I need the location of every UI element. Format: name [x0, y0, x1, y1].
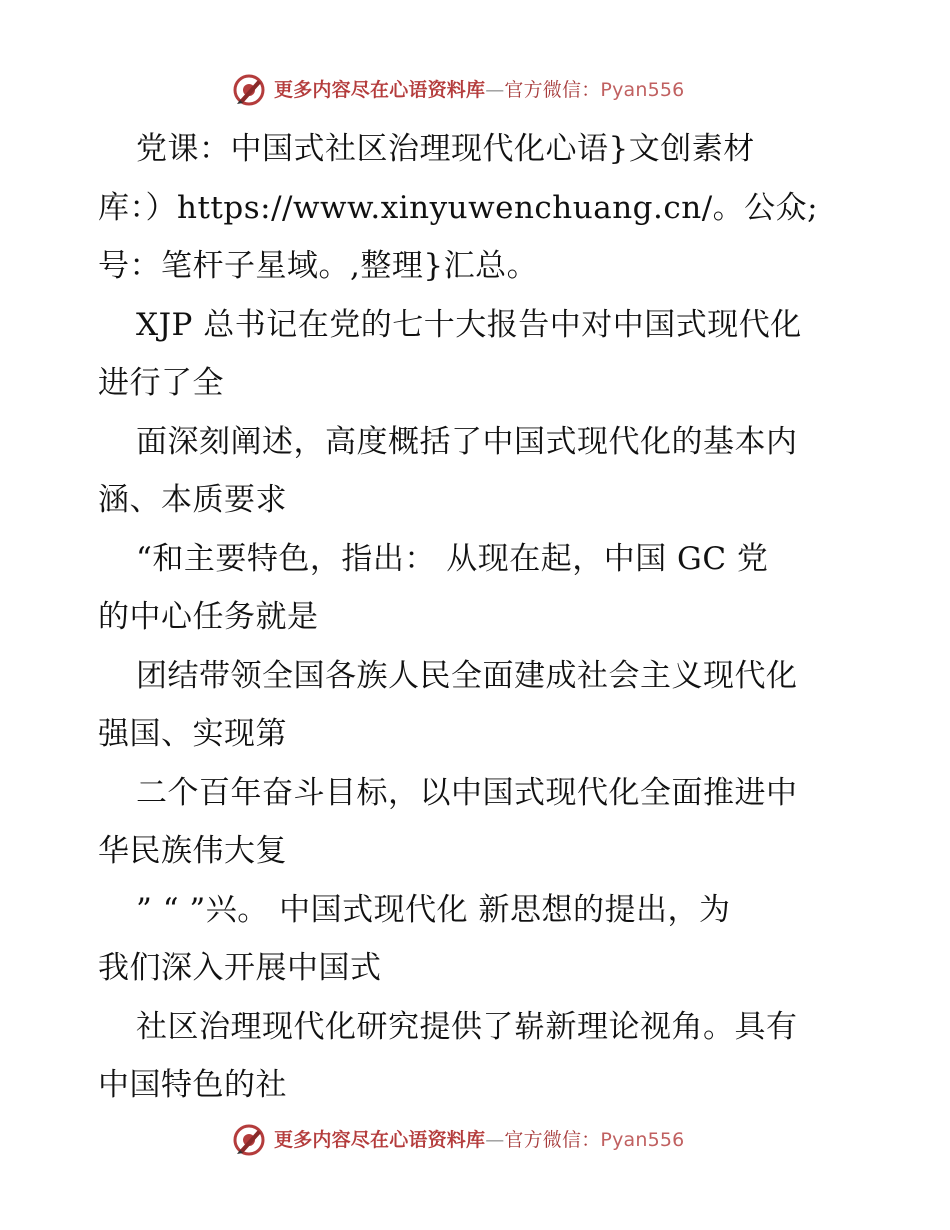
text-line: 社区治理现代化研究提供了崭新理论视角。具有	[136, 1008, 798, 1045]
text-line: 党课：中国式社区治理现代化心语}文创素材	[136, 131, 755, 167]
banner-text: 更多内容尽在心语资料库—官方微信：Pyan556	[274, 1128, 685, 1151]
text-line: 库：）https://www.xinyuwenchuang.cn/。公众;	[98, 189, 819, 226]
text-line: 华民族伟大复	[98, 833, 287, 869]
text-line: 号：笔杆子星域。,整理}汇总。	[98, 248, 539, 284]
text-line: 的中心任务就是	[98, 599, 319, 635]
text-line: 二个百年奋斗目标，以中国式现代化全面推进中	[136, 774, 798, 811]
text-line: ” “ ”兴。 中国式现代化 新思想的提出，为	[136, 891, 731, 928]
text-line: 进行了全	[98, 365, 224, 401]
pen-logo-icon	[232, 1123, 266, 1157]
text-line: 团结带领全国各族人民全面建成社会主义现代化	[136, 657, 798, 694]
text-line: 涵、本质要求	[98, 482, 287, 518]
banner-text: 更多内容尽在心语资料库—官方微信：Pyan556	[274, 78, 685, 101]
document-body	[98, 120, 858, 1115]
text-line: XJP 总书记在党的七十大报告中对中国式现代化	[136, 306, 802, 343]
text-line: 我们深入开展中国式	[98, 950, 382, 986]
footer-banner	[232, 1120, 752, 1160]
text-line: 强国、实现第	[98, 716, 287, 752]
text-line: “和主要特色，指出： 从现在起，中国 GC 党	[136, 540, 769, 577]
header-banner	[232, 70, 752, 110]
text-line: 面深刻阐述，高度概括了中国式现代化的基本内	[136, 423, 798, 460]
text-line: 中国特色的社	[98, 1067, 287, 1103]
pen-logo-icon	[232, 73, 266, 107]
